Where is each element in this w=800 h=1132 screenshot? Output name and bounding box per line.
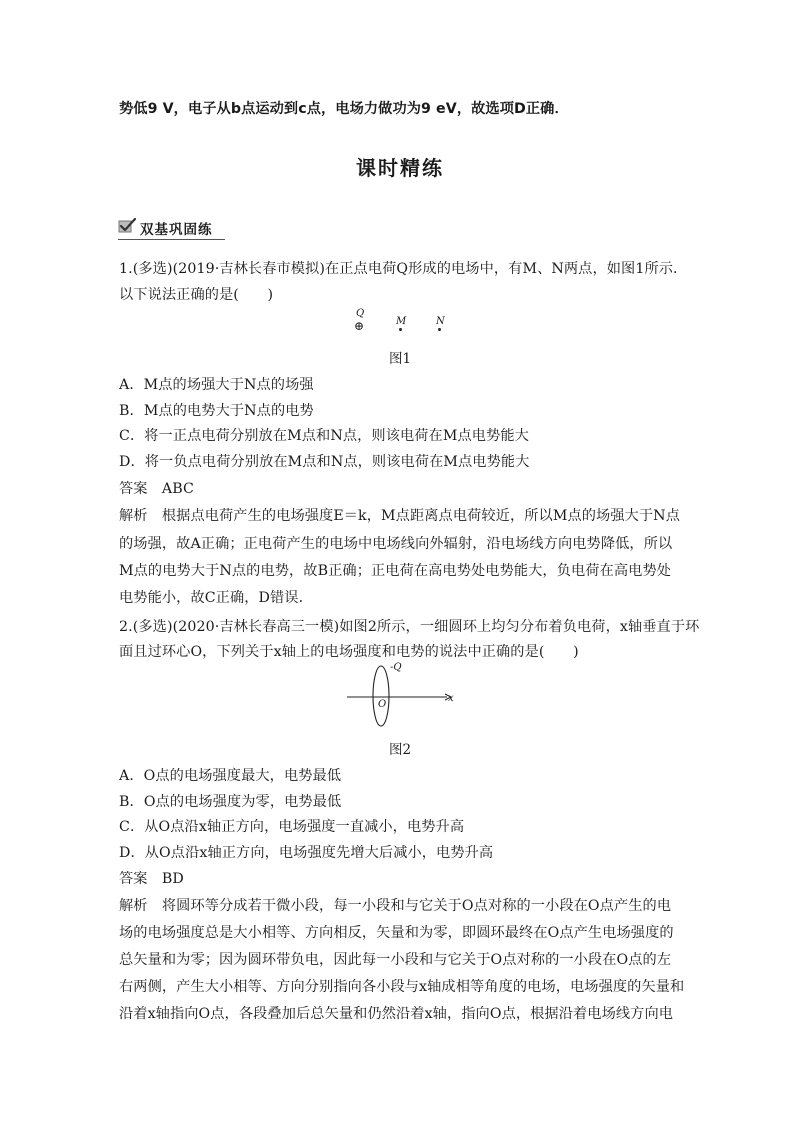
page-title: 课时精练 (356, 156, 444, 180)
q2-option-d: D．从O点沿x轴正方向，电场强度先增大后减小，电势升高 (119, 845, 494, 861)
q1-option-d: D．将一负点电荷分别放在M点和N点，则该电荷在M点电势能大 (119, 454, 530, 470)
q2-analysis-line4: 右两侧，产生大小相等、方向分别指向各小段与x轴成相等角度的电场，电场强度的矢量和 (119, 979, 685, 995)
q1-option-b: B．M点的电势大于N点的电势 (119, 403, 314, 419)
x-axis-label: x (448, 693, 454, 704)
q2-option-a: A．O点的电场强度最大，电势最低 (119, 768, 342, 784)
q1-option-c: C．将一正点电荷分别放在M点和N点，则该电荷在M点电势能大 (119, 428, 529, 444)
q2-option-c: C．从O点沿x轴正方向，电场强度一直减小，电势升高 (119, 819, 465, 835)
point-n-dot (438, 328, 441, 331)
q1-analysis-line1: 解析 根据点电荷产生的电场强度E＝k，M点距离点电荷较近，所以M点的场强大于N点 (119, 508, 680, 524)
continuation-text: 势低9 V，电子从b点运动到c点，电场力做功为9 eV，故选项D正确． (119, 101, 569, 117)
section-label: 双基巩固练 (140, 222, 213, 238)
q2-analysis-line5: 沿着x轴指向O点，各段叠加后总矢量和仍然沿着x轴，指向O点，根据沿着电场线方向电 (119, 1006, 674, 1022)
q2-stem-line1: 2.(多选)(2020·吉林长春高三一模)如图2所示，一细圆环上均匀分布着负电荷，x轴垂直于环 (119, 619, 700, 635)
q2-analysis-line1: 解析 将圆环等分成若干微小段，每一小段和与它关于O点对称的一小段在O点产生的电 (119, 898, 672, 914)
q1-answer: 答案 ABC (119, 481, 194, 497)
figure-2-caption: 图2 (388, 742, 412, 758)
positive-charge-icon: ⊕ (354, 319, 365, 333)
q2-analysis-line2: 场的电场强度总是大小相等、方向相反，矢量和为零，即圆环最终在O点产生电场强度的 (119, 925, 674, 941)
figure-2 (345, 660, 460, 728)
point-m-label: M (396, 316, 407, 327)
q1-analysis-line4: 电势能小，故C正确，D错误． (119, 590, 313, 606)
ring-charge-label: -Q (390, 662, 402, 673)
ring-axis-diagram (345, 660, 460, 728)
q2-analysis-line3: 总矢量和为零；因为圆环带负电，因此每一小段和与它关于O点对称的一小段在O点的左 (119, 952, 672, 968)
q1-analysis-line2: 的场强，故A正确；正电荷产生的电场中电场线向外辐射，沿电场线方向电势降低，所以 (119, 536, 673, 552)
q1-option-a: A．M点的场强大于N点的场强 (119, 377, 314, 393)
check-box-icon (118, 218, 136, 238)
section-header (118, 218, 213, 238)
q1-stem-line2: 以下说法正确的是( ) (119, 287, 274, 303)
point-m-dot (399, 328, 402, 331)
q1-analysis-line3: M点的电势大于N点的电势，故B正确；正电荷在高电势处电势能大，负电荷在高电势处 (119, 563, 672, 579)
section-divider (118, 239, 225, 240)
q1-stem-line1: 1.(多选)(2019·吉林长春市模拟)在正点电荷Q形成的电场中，有M、N两点，如图1所示． (119, 261, 688, 277)
figure-1-caption: 图1 (388, 351, 412, 367)
figure-1 (350, 308, 460, 338)
q2-option-b: B．O点的电场强度为零，电势最低 (119, 794, 342, 810)
origin-o-label: O (378, 699, 387, 710)
q2-answer: 答案 BD (119, 871, 184, 887)
charge-q-label: Q (356, 308, 365, 319)
point-n-label: N (436, 316, 445, 327)
q2-stem-line2: 面且过环心O，下列关于x轴上的电场强度和电势的说法中正确的是( ) (119, 644, 579, 660)
